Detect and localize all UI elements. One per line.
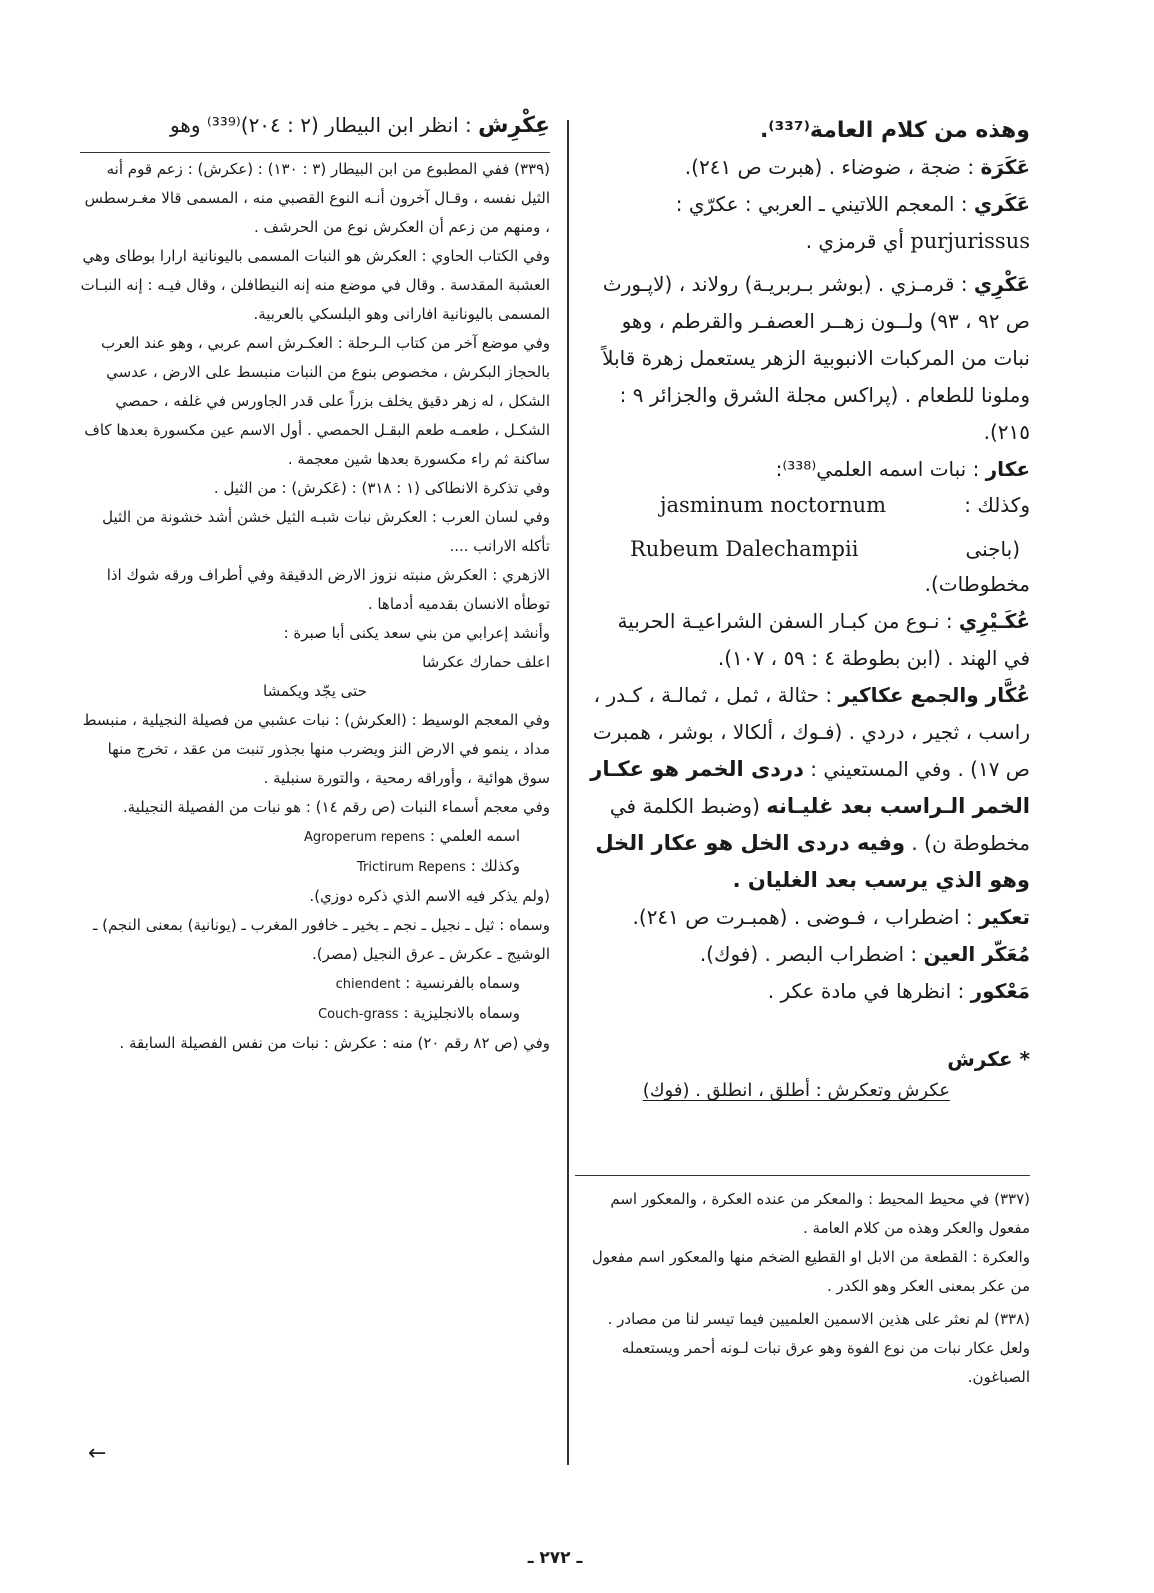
quoted-bold: وفيه دردى الخل هو عكار الخل وهو الذي يرسب بعد الغليان . bbox=[595, 831, 1030, 892]
fn-paragraph: وفي موضع آخر من كتاب الـرحلة : العكـرش اسم عربي ، وهو عند العرب بالحجاز البكرش ، مخصوص بنوع من النبات منبسط على الارض ، عدسي الشكل ، له زهر دقيق يخلف بزراً على قدر الجاورس في غلفه ، حمصي الشكـل ، طعمـه طعم البقـل الحمصي . أول الاسم عين مكسورة بعدها كاف ساكنة ثم راء مكسورة بعدها شين معجمة . bbox=[84, 334, 550, 468]
entry-text: : حثالة ، ثمل ، ثمالـة ، كـدر ، راسب ، ثجير ، دردي . (فـوك ، ألكالا ، بوشر ، همبرت ص ١٧) . وفي المستعيني : bbox=[592, 683, 1030, 781]
entry-akari-2 bbox=[590, 266, 1030, 451]
entry-text: : انظر ابن البيطار (٢ : ٢٠٤)⁽³³⁹⁾ وهو bbox=[169, 113, 479, 137]
footnote-338: (٣٣٨) لم نعثر على هذين الاسمين العلميين فيما تيسر لنا من مصادر . bbox=[607, 1310, 1030, 1328]
entry-ukkar bbox=[590, 677, 1030, 899]
entry-akkar-tail: مخطوطات). bbox=[924, 572, 1030, 596]
entry-makur bbox=[590, 973, 1030, 1010]
fn-paragraph: وأنشد إعرابي من بني سعد يكنى أبا صبرة : bbox=[283, 624, 550, 642]
fn-paragraph: وفي المعجم الوسيط : (العكرش) : نبات عشبي من فصيلة النجيلية ، منبسط مداد ، ينمو في الارض النز ويضرب منها بجذور تنبت من عقد ، تخرج منها سوق هوائية ، وأوراقه رمحية ، والتورة سنبلية . bbox=[82, 711, 550, 787]
footnote-338-cont: ولعل عكار نبات من نوع الفوة وهو عرق نبات لـونه أحمر ويستعمله الصباغون. bbox=[621, 1339, 1030, 1386]
fn-paragraph: (ولم يذكر فيه الاسم الذي ذكره دوزي). bbox=[309, 887, 550, 905]
footnote-339 bbox=[80, 155, 550, 1058]
entry-term: عُكَـيْرِي bbox=[958, 609, 1030, 633]
section-heading: * عكرش bbox=[947, 1047, 1030, 1071]
entry-term: عَكَري bbox=[973, 192, 1030, 216]
fn-latin-line bbox=[80, 852, 550, 882]
quoted-bold: دردى الخمر هو عكـار الخمر الـراسب بعد غليـانه bbox=[590, 757, 1030, 818]
spacer bbox=[590, 1010, 1030, 1042]
entry-text: : اضطراب البصر . (فوك). bbox=[699, 942, 924, 966]
entry-text: : المعجم اللاتيني ـ العربي : عكرّي : bbox=[675, 192, 974, 216]
fn-paragraph: وفي لسان العرب : العكرش نبات شبـه الثيل خشن أشد خشونة من الثيل تأكله الارانب .... bbox=[102, 508, 550, 555]
fn-paragraph: وفي معجم أسماء النبات (ص رقم ١٤) : هو نبات من الفصيلة النجيلية. bbox=[122, 798, 550, 816]
verse-line-2: حتى يجّد ويكمشا bbox=[263, 682, 367, 700]
column-divider bbox=[567, 120, 569, 1465]
latin-label: وكذلك : bbox=[465, 857, 520, 875]
verse-line-1: اعلف حمارك عكرشا bbox=[422, 653, 550, 671]
footnote-337: (٣٣٧) في محيط المحيط : والمعكر من عنده العكرة ، والمعكور اسم مفعول والعكر وهذه من كلام العامة . bbox=[610, 1190, 1030, 1237]
entry-text: : ضجة ، ضوضاء . (هبرت ص ٢٤١). bbox=[684, 155, 981, 179]
entry-term: عَكْرِي bbox=[973, 272, 1030, 296]
left-column bbox=[80, 110, 550, 1058]
entry-akara bbox=[590, 149, 1030, 186]
entry-term: مَعْكور bbox=[970, 979, 1030, 1003]
latin-label: وسماه بالفرنسية : bbox=[400, 974, 520, 992]
latin-label: وسماه بالانجليزية : bbox=[398, 1004, 520, 1022]
latin-term: purjurissus bbox=[910, 229, 1030, 253]
fn-paragraph: الازهري : العكرش منبته نزوز الارض الدقيقة وفي أطراف ورقه شوك اذا توطأه الانسان بقدميه أدماها . bbox=[106, 566, 550, 613]
entry-term: مُعَكّر العين bbox=[923, 942, 1030, 966]
latin-term: Rubeum Dalechampii bbox=[630, 537, 859, 561]
entry-text: أي قرمزي . bbox=[805, 229, 911, 253]
entry-text: : قرمـزي . (بوشر بـربريـة) رولاند ، (لاپـورث ص ٩٢ ، ٩٣) ولــون زهــر العصفـر والقرطم ، وهو نبات من المركبات الانبوبية الزهر يستعمل زهرة قابلاً وملونا للطعام . (پراكس مجلة الشرق والجزائر ٩ : ٢١٥). bbox=[602, 272, 1030, 444]
entry-ukayri bbox=[590, 603, 1030, 677]
entry-term: عِكْرِش bbox=[478, 113, 550, 138]
entry-akkar-latin-row-2 bbox=[590, 532, 1030, 566]
entry-muakkar bbox=[590, 936, 1030, 973]
entry-text: : نبات اسمه العلمي⁽³³⁸⁾: bbox=[775, 457, 986, 481]
entry-takir bbox=[590, 899, 1030, 936]
latin-term: chiendent bbox=[335, 977, 401, 992]
latin-term: Agroperum repens bbox=[303, 830, 426, 845]
fn-latin-line bbox=[80, 999, 550, 1029]
fn-latin-line bbox=[80, 822, 550, 852]
latin-term: Couch-grass bbox=[318, 1007, 399, 1022]
entry-text: (وضبط الكلمة في مخطوطة ن) . bbox=[609, 794, 1030, 855]
fn-paragraph: وفي الكتاب الحاوي : العكرش هو النبات المسمى باليونانية ارارا بوطاى وهي العشبة المقدسة . وقال في موضع منه إنه النيطافلن ، وقال فيـه : إنه النبـات المسمى باليونانية افارانى وهو البلسكي بالعربية. bbox=[80, 247, 550, 323]
right-footnotes bbox=[580, 1185, 1030, 1392]
entry-term: عُكَّار والجمع عكاكير bbox=[838, 683, 1030, 707]
footnote-337-cont: والعكرة : القطعة من الابل او القطيع الضخم منها والمعكور اسم مفعول من عكر بمعنى العكر وهو الكدر . bbox=[591, 1248, 1030, 1295]
entry-text: : نـوع من كبـار السفن الشراعيـة الحربية في الهند . (ابن بطوطة ٤ : ٥٩ ، ١٠٧). bbox=[617, 609, 1030, 670]
entry-term: تعكير bbox=[978, 905, 1030, 929]
fn-paragraph: وسماه : ثيل ـ نجيل ـ نجم ـ بخير ـ خافور المغرب ـ (يونانية) بمعنى النجم) ـ الوشيج ـ عكرش ـ عرق النجيل (مصر). bbox=[93, 916, 550, 963]
entry-akkar bbox=[590, 451, 1030, 488]
entry-akari-1 bbox=[590, 186, 1030, 260]
footnote-separator-right bbox=[575, 1175, 1030, 1176]
entry-term: عَكَرَة bbox=[980, 155, 1030, 179]
entry-term: عكار bbox=[985, 457, 1030, 481]
fn-latin-line bbox=[80, 969, 550, 999]
entry-ikrish-title bbox=[80, 110, 550, 141]
latin-label: اسمه العلمي : bbox=[425, 827, 520, 845]
source-label: (باجنى bbox=[965, 537, 1020, 561]
entry-text: : اضطراب ، فـوضى . (همبـرت ص ٢٤١). bbox=[632, 905, 979, 929]
continuation-arrow-icon: ← bbox=[88, 1441, 107, 1466]
fn-paragraph: (٣٣٩) ففي المطبوع من ابن البيطار (٣ : ١٣٠) : (عكرش) : زعم قوم أنه الثيل نفسه ، وقـال آخرون أنـه النوع القصبي منه ، المسمى قالا مغـرسطس ، ومنهم من زعم أن العكرش نوع من الحرشف . bbox=[84, 160, 550, 236]
right-column bbox=[590, 112, 1030, 1106]
fn-paragraph: وفي تذكرة الانطاكى (١ : ٣١٨) : (عَكرش) : من الثيل . bbox=[213, 479, 550, 497]
latin-term: jasminum noctornum bbox=[660, 493, 887, 517]
intro-line: وهذه من كلام العامة⁽³³⁷⁾. bbox=[759, 118, 1030, 143]
fn-paragraph: وفي (ص ٨٢ رقم ٢٠) منه : عكرش : نبات من نفس الفصيلة السابقة . bbox=[119, 1034, 550, 1052]
wakadhalik-label: وكذلك : bbox=[964, 493, 1030, 517]
entry-text: : انظرها في مادة عكر . bbox=[767, 979, 971, 1003]
page-number: ـ ٢٧٢ ـ bbox=[527, 1548, 583, 1568]
entry-akkar-latin-row-1 bbox=[590, 488, 1030, 522]
latin-term: Trictirum Repens bbox=[357, 860, 466, 875]
section-text: عكرش وتعكرش : أطلق ، انطلق . (فوك) bbox=[642, 1080, 950, 1101]
